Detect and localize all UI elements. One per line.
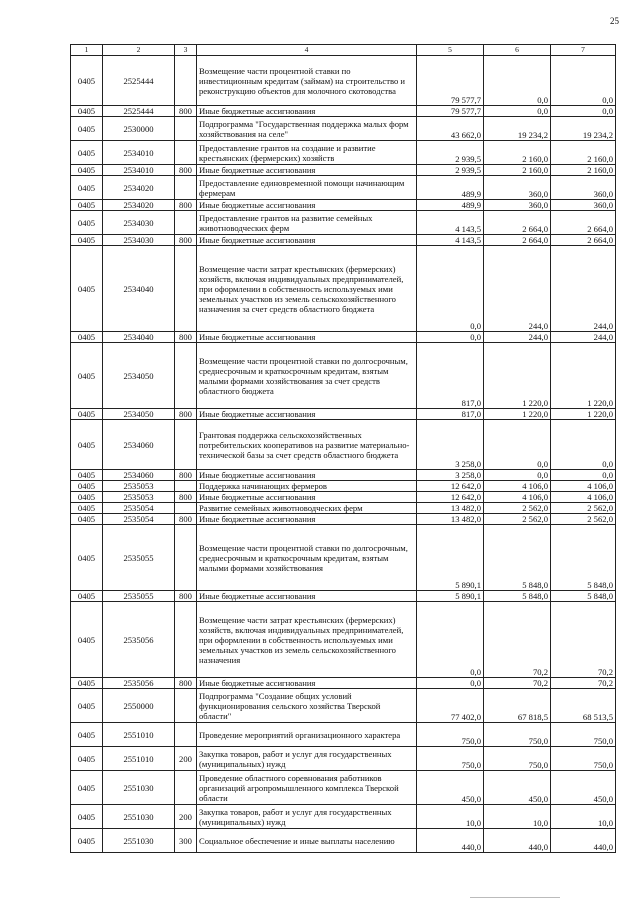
expense-type-cell: 800 — [175, 409, 197, 420]
item-name-cell: Возмещение части процентной ставки по инвестиционным кредитам (займам) на строительство и реконструкцию объектов для молочного скотоводства — [197, 56, 417, 106]
section-code-cell: 0405 — [71, 771, 103, 805]
section-code-cell: 0405 — [71, 117, 103, 141]
amount-cell: 750,0 — [484, 723, 551, 747]
amount-cell: 0,0 — [417, 678, 484, 689]
target-code-cell: 2534020 — [103, 176, 175, 200]
table-row — [71, 514, 616, 525]
table-row — [71, 211, 616, 235]
expense-type-cell — [175, 503, 197, 514]
table-row — [71, 689, 616, 723]
amount-cell: 4 143,5 — [417, 211, 484, 235]
target-code-cell: 2535054 — [103, 514, 175, 525]
column-number: 7 — [551, 45, 616, 56]
item-name-cell: Закупка товаров, работ и услуг для государственных (муниципальных) нужд — [197, 805, 417, 829]
item-name-cell: Проведение областного соревнования работников организаций агропромышленного комплекса Тверской области — [197, 771, 417, 805]
section-code-cell: 0405 — [71, 470, 103, 481]
amount-cell: 440,0 — [484, 829, 551, 853]
expense-type-cell — [175, 343, 197, 409]
expense-type-cell: 800 — [175, 514, 197, 525]
section-code-cell: 0405 — [71, 420, 103, 470]
amount-cell: 440,0 — [551, 829, 616, 853]
item-name-cell: Иные бюджетные ассигнования — [197, 409, 417, 420]
target-code-cell: 2534010 — [103, 165, 175, 176]
item-name-cell: Социальное обеспечение и иные выплаты населению — [197, 829, 417, 853]
expense-type-cell — [175, 771, 197, 805]
table-row — [71, 678, 616, 689]
amount-cell: 79 577,7 — [417, 56, 484, 106]
item-name-cell: Закупка товаров, работ и услуг для государственных (муниципальных) нужд — [197, 747, 417, 771]
amount-cell: 5 848,0 — [484, 591, 551, 602]
amount-cell: 1 220,0 — [484, 343, 551, 409]
amount-cell: 244,0 — [484, 246, 551, 332]
expense-type-cell — [175, 176, 197, 200]
amount-cell: 10,0 — [484, 805, 551, 829]
amount-cell: 5 848,0 — [484, 525, 551, 591]
expense-type-cell: 300 — [175, 829, 197, 853]
amount-cell: 360,0 — [551, 200, 616, 211]
amount-cell: 70,2 — [484, 678, 551, 689]
item-name-cell: Возмещение части затрат крестьянских (фермерских) хозяйств, включая индивидуальных предпринимателей, при оформлении в собственность используемых ими земельных участков из земель сельскохозяйственного назначения — [197, 602, 417, 678]
column-number: 6 — [484, 45, 551, 56]
table-row — [71, 747, 616, 771]
target-code-cell: 2534050 — [103, 343, 175, 409]
amount-cell: 4 106,0 — [551, 492, 616, 503]
table-row — [71, 200, 616, 211]
expense-type-cell: 800 — [175, 332, 197, 343]
amount-cell: 4 106,0 — [484, 492, 551, 503]
section-code-cell: 0405 — [71, 481, 103, 492]
expense-type-cell — [175, 211, 197, 235]
amount-cell: 817,0 — [417, 343, 484, 409]
amount-cell: 2 664,0 — [551, 211, 616, 235]
section-code-cell: 0405 — [71, 176, 103, 200]
amount-cell: 4 106,0 — [551, 481, 616, 492]
amount-cell: 5 848,0 — [551, 591, 616, 602]
item-name-cell: Грантовая поддержка сельскохозяйственных потребительских кооперативов на развитие материально-технической базы за счет средств областного бюджета — [197, 420, 417, 470]
amount-cell: 0,0 — [417, 602, 484, 678]
column-number: 3 — [175, 45, 197, 56]
target-code-cell: 2550000 — [103, 689, 175, 723]
amount-cell: 1 220,0 — [551, 343, 616, 409]
table-row — [71, 246, 616, 332]
item-name-cell: Проведение мероприятий организационного характера — [197, 723, 417, 747]
target-code-cell: 2534060 — [103, 470, 175, 481]
item-name-cell: Иные бюджетные ассигнования — [197, 514, 417, 525]
expense-type-cell — [175, 246, 197, 332]
amount-cell: 10,0 — [417, 805, 484, 829]
section-code-cell: 0405 — [71, 747, 103, 771]
section-code-cell: 0405 — [71, 56, 103, 106]
table-row — [71, 409, 616, 420]
item-name-cell: Иные бюджетные ассигнования — [197, 678, 417, 689]
amount-cell: 0,0 — [551, 420, 616, 470]
target-code-cell: 2534020 — [103, 200, 175, 211]
table-row — [71, 176, 616, 200]
amount-cell: 2 160,0 — [551, 165, 616, 176]
table-row — [71, 470, 616, 481]
section-code-cell: 0405 — [71, 409, 103, 420]
amount-cell: 5 890,1 — [417, 525, 484, 591]
amount-cell: 244,0 — [551, 246, 616, 332]
expense-type-cell: 800 — [175, 106, 197, 117]
expense-type-cell — [175, 602, 197, 678]
amount-cell: 10,0 — [551, 805, 616, 829]
expense-type-cell — [175, 56, 197, 106]
expense-type-cell — [175, 525, 197, 591]
item-name-cell: Иные бюджетные ассигнования — [197, 332, 417, 343]
item-name-cell: Возмещение части процентной ставки по долгосрочным, среднесрочным и краткосрочным кредитам, взятым малыми формами хозяйствования — [197, 525, 417, 591]
table-row — [71, 829, 616, 853]
section-code-cell: 0405 — [71, 106, 103, 117]
amount-cell: 77 402,0 — [417, 689, 484, 723]
amount-cell: 750,0 — [551, 723, 616, 747]
item-name-cell: Иные бюджетные ассигнования — [197, 235, 417, 246]
target-code-cell: 2534040 — [103, 332, 175, 343]
amount-cell: 817,0 — [417, 409, 484, 420]
item-name-cell: Предоставление грантов на развитие семейных животноводческих ферм — [197, 211, 417, 235]
section-code-cell: 0405 — [71, 591, 103, 602]
amount-cell: 2 664,0 — [484, 235, 551, 246]
table-row — [71, 723, 616, 747]
table-row — [71, 771, 616, 805]
amount-cell: 750,0 — [551, 747, 616, 771]
table-row — [71, 492, 616, 503]
table-row — [71, 503, 616, 514]
table-row — [71, 56, 616, 106]
amount-cell: 2 562,0 — [551, 514, 616, 525]
item-name-cell: Возмещение части процентной ставки по долгосрочным, среднесрочным и краткосрочным кредитам, взятым малыми формами хозяйствования за счет средств областного бюджета — [197, 343, 417, 409]
page-number: 25 — [610, 16, 619, 26]
target-code-cell: 2534050 — [103, 409, 175, 420]
amount-cell: 12 642,0 — [417, 492, 484, 503]
amount-cell: 19 234,2 — [551, 117, 616, 141]
amount-cell: 2 939,5 — [417, 141, 484, 165]
amount-cell: 2 562,0 — [484, 514, 551, 525]
table-row — [71, 332, 616, 343]
table-row — [71, 235, 616, 246]
section-code-cell: 0405 — [71, 678, 103, 689]
amount-cell: 2 562,0 — [484, 503, 551, 514]
scan-artifact-line — [470, 897, 560, 898]
expense-type-cell — [175, 689, 197, 723]
amount-cell: 67 818,5 — [484, 689, 551, 723]
item-name-cell: Подпрограмма "Создание общих условий функционирования сельского хозяйства Тверской области" — [197, 689, 417, 723]
target-code-cell: 2535055 — [103, 525, 175, 591]
item-name-cell: Развитие семейных животноводческих ферм — [197, 503, 417, 514]
expense-type-cell: 200 — [175, 747, 197, 771]
column-number: 1 — [71, 45, 103, 56]
amount-cell: 2 160,0 — [484, 165, 551, 176]
column-number: 4 — [197, 45, 417, 56]
expense-type-cell: 800 — [175, 200, 197, 211]
amount-cell: 450,0 — [551, 771, 616, 805]
amount-cell: 360,0 — [484, 176, 551, 200]
target-code-cell: 2535055 — [103, 591, 175, 602]
amount-cell: 79 577,7 — [417, 106, 484, 117]
target-code-cell: 2534010 — [103, 141, 175, 165]
table-row — [71, 343, 616, 409]
expense-type-cell — [175, 141, 197, 165]
amount-cell: 5 890,1 — [417, 591, 484, 602]
item-name-cell: Иные бюджетные ассигнования — [197, 492, 417, 503]
target-code-cell: 2535053 — [103, 481, 175, 492]
target-code-cell: 2530000 — [103, 117, 175, 141]
section-code-cell: 0405 — [71, 235, 103, 246]
amount-cell: 0,0 — [417, 246, 484, 332]
item-name-cell: Иные бюджетные ассигнования — [197, 470, 417, 481]
section-code-cell: 0405 — [71, 492, 103, 503]
amount-cell: 0,0 — [484, 56, 551, 106]
expense-type-cell — [175, 420, 197, 470]
section-code-cell: 0405 — [71, 503, 103, 514]
expense-type-cell: 800 — [175, 235, 197, 246]
amount-cell: 0,0 — [417, 332, 484, 343]
amount-cell: 13 482,0 — [417, 514, 484, 525]
table-row — [71, 141, 616, 165]
expense-type-cell: 200 — [175, 805, 197, 829]
column-number: 2 — [103, 45, 175, 56]
item-name-cell: Иные бюджетные ассигнования — [197, 106, 417, 117]
section-code-cell: 0405 — [71, 165, 103, 176]
section-code-cell: 0405 — [71, 332, 103, 343]
amount-cell: 360,0 — [484, 200, 551, 211]
amount-cell: 3 258,0 — [417, 420, 484, 470]
target-code-cell: 2534030 — [103, 235, 175, 246]
amount-cell: 489,9 — [417, 176, 484, 200]
amount-cell: 70,2 — [551, 602, 616, 678]
amount-cell: 0,0 — [484, 470, 551, 481]
section-code-cell: 0405 — [71, 343, 103, 409]
section-code-cell: 0405 — [71, 514, 103, 525]
target-code-cell: 2551010 — [103, 723, 175, 747]
amount-cell: 70,2 — [484, 602, 551, 678]
target-code-cell: 2535056 — [103, 602, 175, 678]
amount-cell: 0,0 — [551, 470, 616, 481]
amount-cell: 1 220,0 — [484, 409, 551, 420]
table-row — [71, 602, 616, 678]
section-code-cell: 0405 — [71, 200, 103, 211]
target-code-cell: 2551030 — [103, 829, 175, 853]
amount-cell: 2 664,0 — [484, 211, 551, 235]
amount-cell: 4 106,0 — [484, 481, 551, 492]
table-row — [71, 420, 616, 470]
target-code-cell: 2535053 — [103, 492, 175, 503]
amount-cell: 360,0 — [551, 176, 616, 200]
amount-cell: 19 234,2 — [484, 117, 551, 141]
target-code-cell: 2534060 — [103, 420, 175, 470]
amount-cell: 2 939,5 — [417, 165, 484, 176]
expense-type-cell: 800 — [175, 591, 197, 602]
amount-cell: 43 662,0 — [417, 117, 484, 141]
section-code-cell: 0405 — [71, 723, 103, 747]
expense-type-cell — [175, 723, 197, 747]
item-name-cell: Предоставление единовременной помощи начинающим фермерам — [197, 176, 417, 200]
amount-cell: 3 258,0 — [417, 470, 484, 481]
expense-type-cell — [175, 117, 197, 141]
target-code-cell: 2535054 — [103, 503, 175, 514]
amount-cell: 4 143,5 — [417, 235, 484, 246]
amount-cell: 244,0 — [484, 332, 551, 343]
section-code-cell: 0405 — [71, 805, 103, 829]
expense-type-cell: 800 — [175, 678, 197, 689]
item-name-cell: Предоставление грантов на создание и развитие крестьянских (фермерских) хозяйств — [197, 141, 417, 165]
amount-cell: 450,0 — [417, 771, 484, 805]
expense-type-cell: 800 — [175, 165, 197, 176]
section-code-cell: 0405 — [71, 211, 103, 235]
amount-cell: 440,0 — [417, 829, 484, 853]
target-code-cell: 2525444 — [103, 106, 175, 117]
item-name-cell: Возмещение части затрат крестьянских (фермерских) хозяйств, включая индивидуальных предпринимателей, при оформлении в собственность используемых ими земельных участков из земель сельскохозяйственного назначения за счет средств областного бюджета — [197, 246, 417, 332]
target-code-cell: 2535056 — [103, 678, 175, 689]
amount-cell: 0,0 — [484, 106, 551, 117]
amount-cell: 13 482,0 — [417, 503, 484, 514]
amount-cell: 1 220,0 — [551, 409, 616, 420]
column-number-row — [71, 45, 616, 56]
amount-cell: 750,0 — [417, 723, 484, 747]
amount-cell: 2 160,0 — [484, 141, 551, 165]
section-code-cell: 0405 — [71, 602, 103, 678]
section-code-cell: 0405 — [71, 829, 103, 853]
amount-cell: 750,0 — [484, 747, 551, 771]
column-number: 5 — [417, 45, 484, 56]
amount-cell: 244,0 — [551, 332, 616, 343]
amount-cell: 68 513,5 — [551, 689, 616, 723]
section-code-cell: 0405 — [71, 525, 103, 591]
amount-cell: 450,0 — [484, 771, 551, 805]
amount-cell: 2 160,0 — [551, 141, 616, 165]
target-code-cell: 2534040 — [103, 246, 175, 332]
item-name-cell: Иные бюджетные ассигнования — [197, 200, 417, 211]
table-row — [71, 525, 616, 591]
item-name-cell: Подпрограмма "Государственная поддержка малых форм хозяйствования на селе" — [197, 117, 417, 141]
amount-cell: 2 562,0 — [551, 503, 616, 514]
table-row — [71, 117, 616, 141]
item-name-cell: Иные бюджетные ассигнования — [197, 591, 417, 602]
table-row — [71, 165, 616, 176]
amount-cell: 2 664,0 — [551, 235, 616, 246]
expense-type-cell: 800 — [175, 470, 197, 481]
table-row — [71, 591, 616, 602]
target-code-cell: 2551030 — [103, 805, 175, 829]
amount-cell: 0,0 — [551, 56, 616, 106]
table-row — [71, 481, 616, 492]
item-name-cell: Поддержка начинающих фермеров — [197, 481, 417, 492]
amount-cell: 0,0 — [551, 106, 616, 117]
expense-type-cell — [175, 481, 197, 492]
amount-cell: 0,0 — [484, 420, 551, 470]
amount-cell: 70,2 — [551, 678, 616, 689]
budget-table — [70, 44, 616, 853]
section-code-cell: 0405 — [71, 246, 103, 332]
table-row — [71, 106, 616, 117]
target-code-cell: 2525444 — [103, 56, 175, 106]
amount-cell: 12 642,0 — [417, 481, 484, 492]
section-code-cell: 0405 — [71, 689, 103, 723]
section-code-cell: 0405 — [71, 141, 103, 165]
target-code-cell: 2551010 — [103, 747, 175, 771]
amount-cell: 489,9 — [417, 200, 484, 211]
target-code-cell: 2551030 — [103, 771, 175, 805]
expense-type-cell: 800 — [175, 492, 197, 503]
amount-cell: 750,0 — [417, 747, 484, 771]
target-code-cell: 2534030 — [103, 211, 175, 235]
amount-cell: 5 848,0 — [551, 525, 616, 591]
table-row — [71, 805, 616, 829]
item-name-cell: Иные бюджетные ассигнования — [197, 165, 417, 176]
